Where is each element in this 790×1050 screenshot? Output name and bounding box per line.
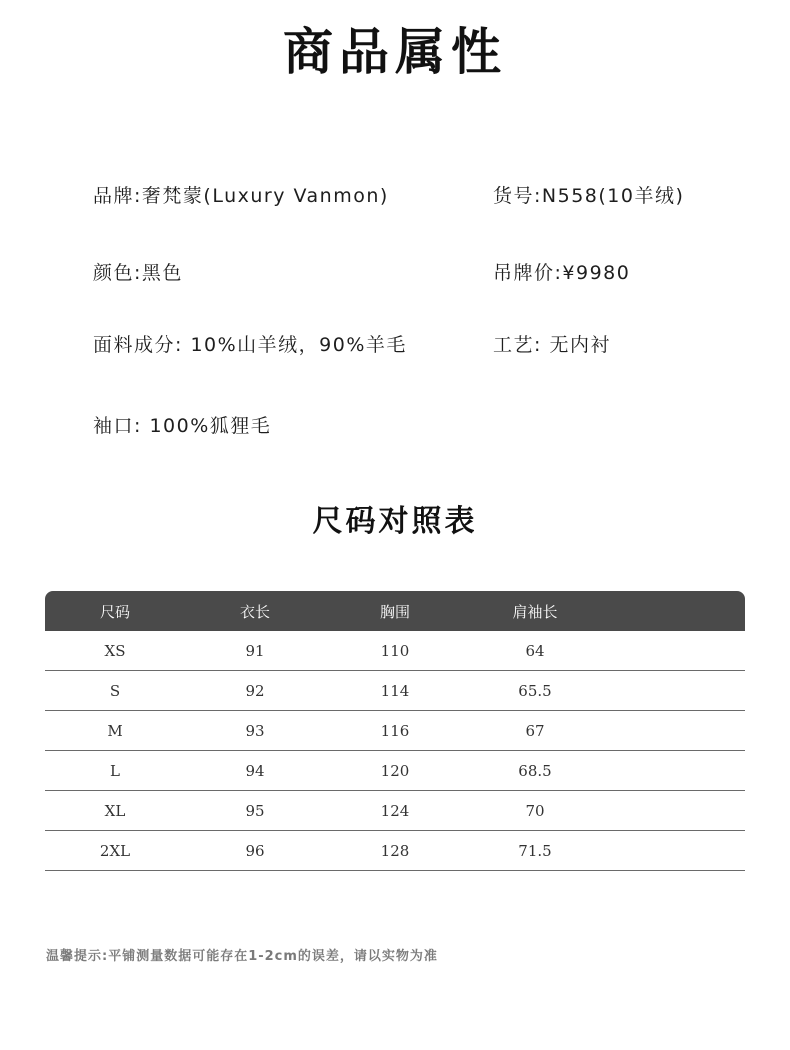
attr-brand: 品牌:奢梵蒙(Luxury Vanmon) xyxy=(93,185,389,207)
size-table-header xyxy=(45,591,745,631)
size-chart-title: 尺码对照表 xyxy=(312,504,478,539)
attr-fabric: 面料成分: 10%山羊绒，90%羊毛 xyxy=(93,334,407,356)
cell-length: 91 xyxy=(245,641,265,660)
attr-item-number: 货号:N558(10羊绒) xyxy=(493,185,685,207)
table-row xyxy=(45,671,745,711)
cell-size: M xyxy=(107,721,123,740)
table-row xyxy=(45,791,745,831)
cell-size: XS xyxy=(104,641,126,660)
cell-chest: 110 xyxy=(380,641,410,660)
header-size: 尺码 xyxy=(99,602,130,621)
cell-length: 93 xyxy=(245,721,265,740)
cell-size: L xyxy=(110,761,120,780)
cell-chest: 120 xyxy=(380,761,410,780)
header-shoulder-sleeve: 肩袖长 xyxy=(512,602,558,621)
cell-length: 94 xyxy=(245,761,265,780)
header-chest: 胸围 xyxy=(379,602,410,621)
header-length: 衣长 xyxy=(239,602,270,621)
size-table xyxy=(45,591,745,871)
table-row xyxy=(45,751,745,791)
cell-length: 95 xyxy=(245,801,265,820)
page-title: 商品属性 xyxy=(283,23,507,81)
cell-size: XL xyxy=(104,801,126,820)
cell-shoulder-sleeve: 71.5 xyxy=(518,841,552,860)
cell-shoulder-sleeve: 70 xyxy=(525,801,545,820)
measurement-note: 温馨提示:平铺测量数据可能存在1-2cm的误差，请以实物为准 xyxy=(46,949,438,964)
cell-shoulder-sleeve: 65.5 xyxy=(518,681,552,700)
cell-length: 96 xyxy=(245,841,265,860)
cell-shoulder-sleeve: 67 xyxy=(525,721,545,740)
cell-shoulder-sleeve: 64 xyxy=(525,641,545,660)
cell-chest: 124 xyxy=(380,801,410,820)
cell-chest: 114 xyxy=(380,681,410,700)
table-row xyxy=(45,631,745,671)
cell-size: 2XL xyxy=(99,841,131,860)
attr-cuff: 袖口: 100%狐狸毛 xyxy=(93,415,272,437)
cell-length: 92 xyxy=(245,681,265,700)
cell-size: S xyxy=(109,681,121,700)
table-row xyxy=(45,711,745,751)
attr-color: 颜色:黑色 xyxy=(93,262,183,284)
table-row xyxy=(45,831,745,871)
attr-tag-price: 吊牌价:¥9980 xyxy=(493,262,631,284)
cell-chest: 116 xyxy=(380,721,410,740)
attr-craft: 工艺: 无内衬 xyxy=(493,334,611,356)
cell-shoulder-sleeve: 68.5 xyxy=(518,761,552,780)
cell-chest: 128 xyxy=(380,841,410,860)
